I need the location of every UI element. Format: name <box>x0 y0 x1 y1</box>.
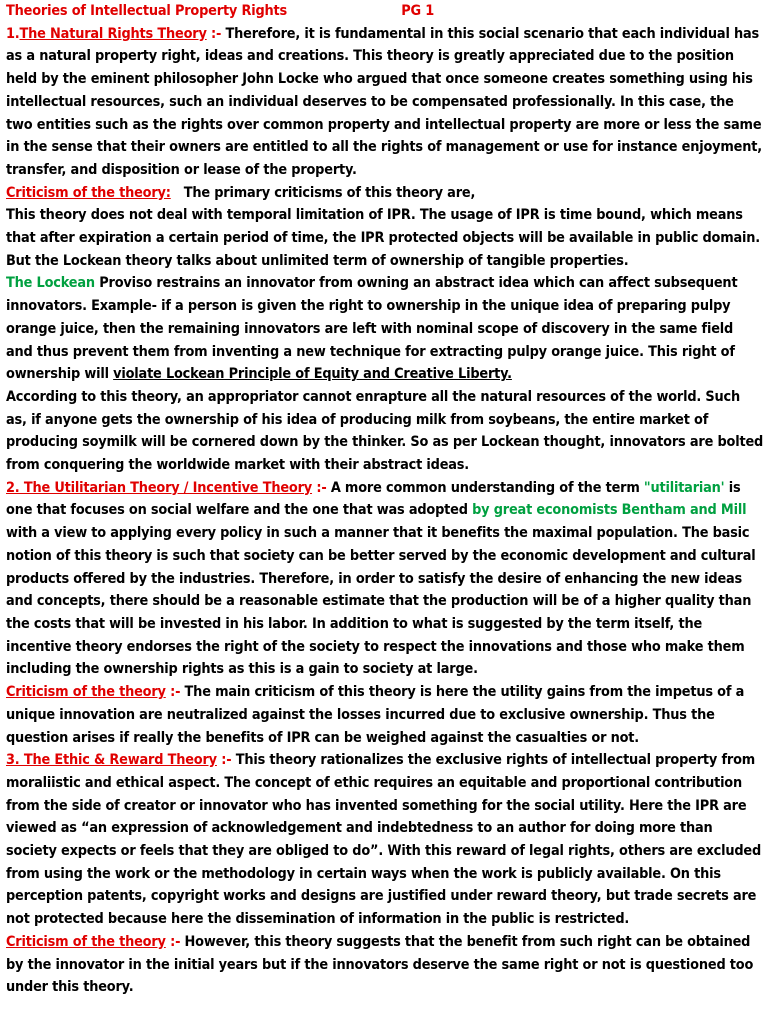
document-title: Theories of Intellectual Property Rights <box>6 3 288 19</box>
section-1-criticism-intro: The primary criticisms of this theory are, <box>170 184 476 201</box>
lockean-proviso-paragraph <box>6 272 764 386</box>
section-2-body-a: A more common understanding of the term <box>326 479 644 496</box>
economists-phrase: by great economists Bentham and Mill <box>472 502 747 519</box>
section-3-criticism-paragraph <box>6 931 764 999</box>
lockean-label: The Lockean <box>6 275 95 292</box>
section-2-criticism-label: Criticism of the theory <box>6 684 166 701</box>
page-number: PG 1 <box>401 3 435 19</box>
section-1-separator: :- <box>206 25 222 42</box>
page-header <box>6 0 764 23</box>
section-2-criticism-body: The main criticism of this theory is here the utility gains from the impetus of a unique innovation are neutralized against the losses incurred due to exclusive ownership. Thus the question arises if really the benefits of IPR can be weighed against the casualties or not. <box>6 684 745 746</box>
section-2-heading: 2. The Utilitarian Theory / Incentive Theory <box>6 479 313 496</box>
section-3-separator: :- <box>216 752 232 769</box>
section-1-criticism-line <box>6 182 764 205</box>
utilitarian-term: "utilitarian' <box>643 479 725 496</box>
section-2-body-b: is one that focuses on social welfare and the one that was adopted <box>6 479 741 519</box>
utilitarian-paragraph <box>6 477 764 681</box>
lockean-principle-phrase: violate Lockean Principle of Equity and Creative Liberty. <box>113 366 512 383</box>
section-3-criticism-body: However, this theory suggests that the benefit from such right can be obtained by the innovator in the initial years but if the innovators deserve the same right or not is questioned too under this theory. <box>6 933 754 996</box>
appropriator-paragraph: According to this theory, an appropriator cannot enrapture all the natural resources of the world. Such as, if anyone gets the ownership of his idea of producing milk from soybeans, the entire market of producing soymilk will be cornered down by the thinker. So as per Lockean thought, innovators are bolted from conquering the worldwide market with their abstract ideas. <box>6 388 764 474</box>
section-1-criticism-label: Criticism of the theory: <box>6 184 171 201</box>
section-1-heading: The Natural Rights Theory <box>19 25 207 42</box>
page-content <box>6 0 764 999</box>
section-1-body: Therefore, it is fundamental in this social scenario that each individual has as a natural property right, ideas and creations. This theory is greatly appreciated due to the position held by the eminent philosopher John Locke who argued that once someone creates something using his intellectual resources, such an individual deserves to be compensated professionally. In this case, the two entities such as the rights over common property and intellectual property are more or less the same in the sense that their owners are entitled to all the rights of management or use for instance enjoyment, transfer, and disposition or lease of the property. <box>6 25 762 178</box>
section-3-body: This theory rationalizes the exclusive rights of intellectual property from moraliistic and ethical aspect. The concept of ethic requires an equitable and proportional contribution from the side of creator or innovator who has invented something for the social utility. Here the IPR are viewed as “an expression of acknowledgement and indebtedness to an author for doing more than society expects or feels that they are obliged to do”. With this reward of legal rights, others are excluded from using the work or the methodology in certain ways when the work is publicly available. On this perception patents, copyright works and designs are justified under reward theory, but trade secrets are not protected because here the dissemination of information in the public is restricted. <box>6 752 762 928</box>
temporal-limitation-paragraph: This theory does not deal with temporal limitation of IPR. The usage of IPR is time bound, which means that after expiration a certain period of time, the IPR protected objects will be available in public domain. But the Lockean theory talks about unlimited term of ownership of tangible properties. <box>6 207 761 269</box>
section-2-criticism-paragraph <box>6 681 764 749</box>
section-3-criticism-separator: :- <box>165 933 181 950</box>
section-3-criticism-label: Criticism of the theory <box>6 933 166 950</box>
document-page <box>6 0 764 1024</box>
section-1-number: 1. <box>6 25 20 42</box>
section-2-separator: :- <box>312 479 327 496</box>
ethic-reward-paragraph <box>6 749 764 931</box>
section-2-body-c: with a view to applying every policy in such a manner that it benefits the maximal population. The basic notion of this theory is such that society can be better served by the economic development and cultural products offered by the industries. Therefore, in order to satisfy the desire of enhancing the new ideas and concepts, there should be a reasonable estimate that the production will be of a higher quality than the costs that will be invested in his labor. In addition to what is suggested by the term itself, the incentive theory endorses the right of the society to respect the innovations and those who make them including the ownership rights as this is a gain to society at large. <box>6 525 756 678</box>
lockean-proviso-body: Proviso restrains an innovator from owning an abstract idea which can affect subsequent innovators. Example- if a person is given the right to ownership in the unique idea of preparing pulpy orange juice, then the remaining innovators are left with nominal scope of discovery in the same field and thus prevent them from inventing a new technique for extracting pulpy orange juice. This right of ownership will <box>6 275 738 383</box>
section-3-heading: 3. The Ethic & Reward Theory <box>6 752 217 769</box>
section-2-criticism-separator: :- <box>165 684 181 701</box>
natural-rights-paragraph <box>6 23 764 182</box>
